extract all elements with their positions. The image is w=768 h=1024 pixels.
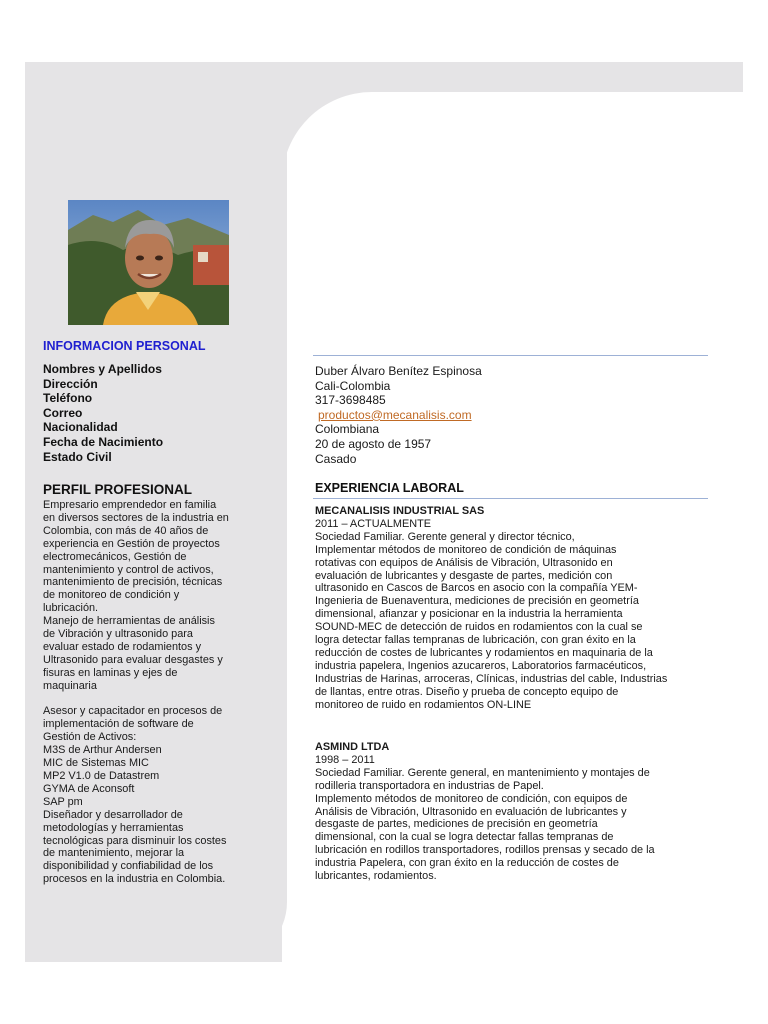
value-address: Cali-Colombia [315, 378, 391, 393]
text-line: Empresario emprendedor en familia [43, 499, 217, 511]
text-line: en diversos sectores de la industria en [43, 511, 229, 524]
text-line: SAP pm [43, 795, 83, 808]
text-line: Ingenieria de Buenaventura, mediciones de precisión en geometría [315, 595, 639, 608]
label-marital-status: Estado Civil [43, 449, 112, 464]
profile-section-title: PERFIL PROFESIONAL [43, 482, 193, 497]
text-line: MP2 V1.0 de Datastrem [43, 770, 160, 783]
text-line: lubricantes, rodamientos. [315, 870, 437, 883]
value-birth-date: 20 de agosto de 1957 [315, 436, 432, 451]
job-period: 1998 – 2011 [315, 753, 375, 766]
experience-section-title: EXPERIENCIA LABORAL [315, 481, 464, 495]
text-line: desgaste de partes, mediciones de precisión en geometría [315, 818, 598, 831]
profile-photo [68, 200, 229, 325]
text-line: Sociedad Familiar. Gerente general, en mantenimiento y montajes de [315, 766, 650, 779]
profile-text [43, 499, 263, 886]
profile-paragraph-consulting [43, 705, 263, 886]
text-line: industria Papelera, con gran éxito en la reducción de costes de [315, 857, 619, 870]
job-entry-mecanalisis [315, 505, 710, 712]
text-line: lubricación en rodillos transportadores, rodillos prensas y secado de la [315, 844, 655, 857]
personal-info-title: INFORMACION PERSONAL [43, 339, 206, 353]
text-line: SOUND-MEC de detección de ruidos en rodamientos con la cual se [315, 621, 643, 634]
text-line: metodologías y herramientas [43, 821, 184, 834]
text-line: Ultrasonido para evaluar desgastes y [43, 653, 223, 666]
email-link[interactable]: productos@mecanalisis.com [318, 407, 472, 422]
text-line: Manejo de herramientas de análisis [43, 615, 215, 628]
text-line: evaluar estado de rodamientos y [43, 640, 202, 653]
text-line: mantenimiento y control de activos, [43, 563, 214, 576]
text-line: rodilleria transportadora en industrias de Papel. [315, 779, 544, 792]
text-line: MIC de Sistemas MIC [43, 757, 149, 770]
personal-info-labels [43, 362, 163, 464]
text-line: fisuras en laminas y ejes de [43, 666, 178, 679]
text-line: Implementar métodos de monitoreo de condición de máquinas [315, 543, 617, 556]
text-line: lubricación. [43, 602, 99, 615]
text-line: reducción de costes de lubricantes y rodamientos en maquinaria de la [315, 646, 653, 659]
text-line: dimensional, con la cual se logra detectar fallas tempranas de [315, 831, 614, 844]
label-full-name: Nombres y Apellidos [43, 362, 162, 376]
label-birth-date: Fecha de Nacimiento [43, 434, 164, 449]
job-company: ASMIND LTDA [315, 741, 390, 753]
divider-experience [313, 498, 708, 499]
job-company: MECANALISIS INDUSTRIAL SAS [315, 505, 485, 517]
text-line: de monitoreo de condición y [43, 589, 180, 602]
text-line: monitoreo de ruido en rodamientos ON-LINE [315, 698, 532, 711]
label-email: Correo [43, 405, 83, 420]
text-line: Colombia, con más de 40 años de [43, 524, 209, 537]
text-line: de llantas, entre otras. Diseño y prueba de concepto equipo de [315, 685, 619, 698]
label-nationality: Nacionalidad [43, 420, 118, 435]
value-full-name: Duber Álvaro Benítez Espinosa [315, 364, 482, 378]
text-line: Industrias de Harinas, arroceras, Clínicas, industrias del cable, Industrias [315, 672, 668, 685]
text-line: Sociedad Familiar. Gerente general y director técnico, [315, 530, 575, 543]
text-line: evaluación de lubricantes y desgaste de partes, medición con [315, 569, 613, 582]
text-line: ultrasonido en Cascos de Barcos en asocio con la compañía YEM- [315, 582, 638, 595]
text-line: Análisis de Vibración, Ultrasonido en evaluación de lubricantes y [315, 805, 627, 818]
text-line: tecnológicas para disminuir los costes [43, 834, 227, 847]
value-nationality: Colombiana [315, 422, 380, 437]
text-line: de mantenimiento, mejorar la [43, 847, 185, 860]
text-line: disponibilidad y confiabilidad de los [43, 860, 214, 873]
label-address: Dirección [43, 376, 98, 391]
profile-paragraph-experience [43, 499, 263, 693]
text-line: Diseñador y desarrollador de [43, 808, 183, 821]
job-description [315, 531, 710, 712]
text-line: de Vibración y ultrasonido para [43, 628, 193, 641]
text-line: maquinaria [43, 679, 97, 692]
job-description [315, 767, 710, 883]
text-line: mantenimiento de precisión, técnicas [43, 576, 223, 589]
job-period: 2011 – ACTUALMENTE [315, 517, 432, 530]
text-line: logra detectar fallas tempranas de lubricación, con gran éxito en la [315, 634, 636, 647]
text-line: Gestión de Activos: [43, 731, 137, 744]
text-line: procesos en la industria en Colombia. [43, 873, 226, 886]
personal-info-values [315, 364, 482, 466]
text-line: Implemento métodos de monitoreo de condición, con equipos de [315, 792, 628, 805]
value-phone: 317-3698485 [315, 393, 386, 408]
paragraph-gap [43, 693, 263, 706]
text-line: dimensional, afianzar y posicionar en la industria la herramienta [315, 608, 623, 621]
job-entry-asmind [315, 741, 710, 883]
text-line: implementación de software de [43, 718, 194, 731]
text-line: electromecánicos, Gestión de [43, 550, 187, 563]
text-line: industria papelera, Ingenios azucareros, Laboratorios farmacéuticos, [315, 659, 647, 672]
label-phone: Teléfono [43, 391, 93, 406]
value-marital-status: Casado [315, 451, 357, 466]
divider-top [313, 355, 708, 356]
text-line: rotativas con equipos de Análisis de Vibración, Ultrasonido en [315, 556, 613, 569]
text-line: Asesor y capacitador en procesos de [43, 705, 223, 718]
text-line: GYMA de Aconsoft [43, 782, 135, 795]
text-line: M3S de Arthur Andersen [43, 744, 162, 757]
text-line: experiencia en Gestión de proyectos [43, 537, 220, 550]
